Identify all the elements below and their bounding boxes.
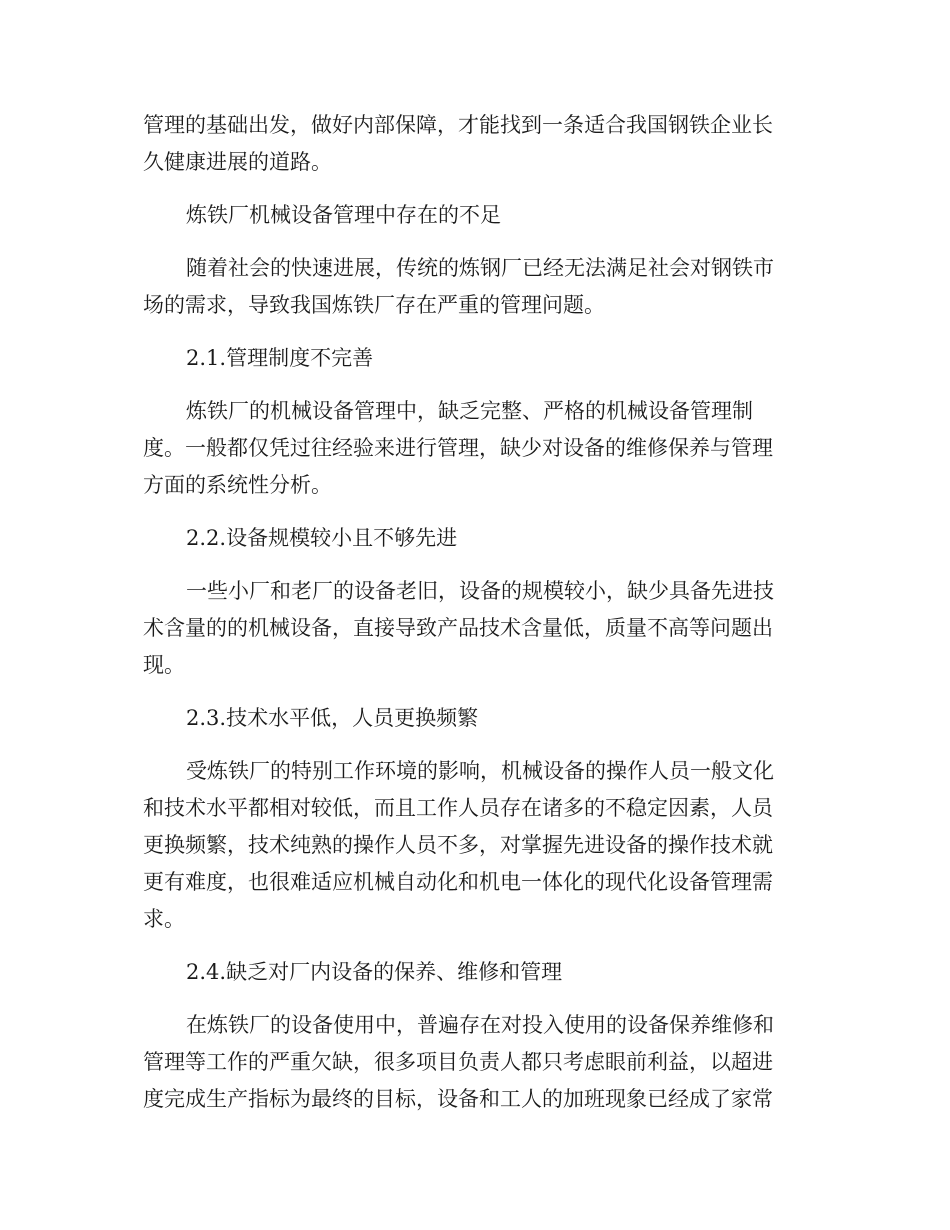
paragraph-line: 和技术水平都相对较低，而且工作人员存在诸多的不稳定因素，人员 bbox=[143, 796, 773, 820]
paragraph-line: 一些小厂和老厂的设备老旧，设备的规模较小，缺少具备先进技 bbox=[186, 579, 774, 603]
paragraph-line: 术含量的的机械设备，直接导致产品技术含量低，质量不高等问题出 bbox=[143, 616, 773, 640]
paragraph-line: 方面的系统性分析。 bbox=[143, 473, 332, 497]
paragraph-line: 场的需求，导致我国炼铁厂存在严重的管理问题。 bbox=[143, 293, 605, 317]
paragraph-line: 管理的基础出发，做好内部保障，才能找到一条适合我国钢铁企业长 bbox=[143, 113, 773, 137]
paragraph-line: 更有难度，也很难适应机械自动化和机电一体化的现代化设备管理需 bbox=[143, 870, 773, 894]
paragraph-line: 炼铁厂的机械设备管理中，缺乏完整、严格的机械设备管理制 bbox=[186, 399, 753, 423]
subsection-heading: 2.3.技术水平低，人员更换频繁 bbox=[186, 706, 479, 730]
paragraph-line: 更换频繁，技术纯熟的操作人员不多，对掌握先进设备的操作技术就 bbox=[143, 833, 773, 857]
paragraph-line: 求。 bbox=[143, 907, 185, 931]
paragraph-line: 现。 bbox=[143, 653, 185, 677]
paragraph-line: 久健康进展的道路。 bbox=[143, 150, 332, 174]
section-heading: 炼铁厂机械设备管理中存在的不足 bbox=[186, 203, 501, 227]
paragraph-line: 度。一般都仅凭过往经验来进行管理，缺少对设备的维修保养与管理 bbox=[143, 436, 773, 460]
subsection-heading: 2.4.缺乏对厂内设备的保养、维修和管理 bbox=[186, 960, 563, 984]
paragraph-line: 度完成生产指标为最终的目标，设备和工人的加班现象已经成了家常 bbox=[143, 1087, 773, 1111]
subsection-heading: 2.1.管理制度不完善 bbox=[186, 346, 374, 370]
paragraph-line: 管理等工作的严重欠缺，很多项目负责人都只考虑眼前利益，以超进 bbox=[143, 1050, 773, 1074]
paragraph-line: 受炼铁厂的特别工作环境的影响，机械设备的操作人员一般文化 bbox=[186, 759, 774, 783]
subsection-heading: 2.2.设备规模较小且不够先进 bbox=[186, 526, 458, 550]
paragraph-line: 在炼铁厂的设备使用中，普遍存在对投入使用的设备保养维修和 bbox=[186, 1013, 774, 1037]
paragraph-line: 随着社会的快速进展，传统的炼钢厂已经无法满足社会对钢铁市 bbox=[186, 256, 774, 280]
